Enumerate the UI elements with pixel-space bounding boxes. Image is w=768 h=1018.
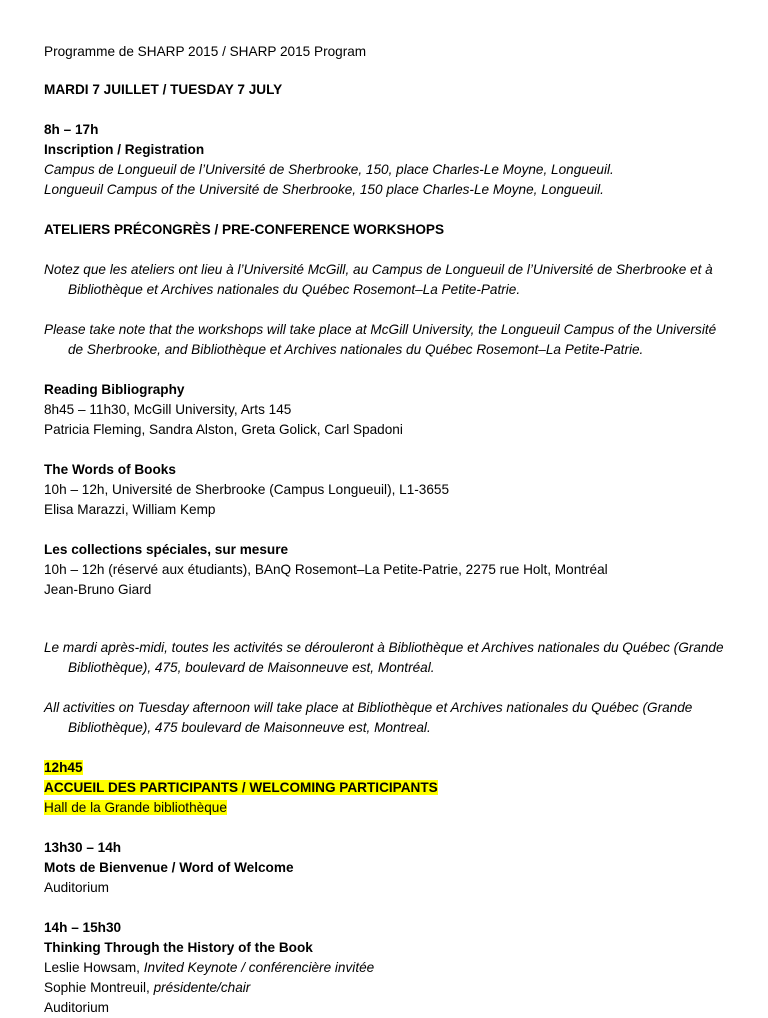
workshop-item bbox=[44, 540, 728, 600]
keynote-time: 14h – 15h30 bbox=[44, 920, 122, 935]
word-of-welcome-location: Auditorium bbox=[44, 880, 109, 895]
keynote-block bbox=[44, 918, 728, 1018]
workshop-details: 10h – 12h, Université de Sherbrooke (Campus Longueuil), L1-3655 bbox=[44, 482, 450, 497]
workshop-title: Les collections spéciales, sur mesure bbox=[44, 542, 289, 557]
afternoon-note-en: All activities on Tuesday afternoon will take place at Bibliothèque et Archives nationales du Québec (Grande Bibliothèque), 475 boulevard de Maisonneuve est, Montreal. bbox=[44, 700, 693, 735]
welcome-location: Hall de la Grande bibliothèque bbox=[44, 800, 227, 815]
registration-block bbox=[44, 120, 728, 200]
workshop-people: Jean-Bruno Giard bbox=[44, 582, 152, 597]
registration-location-en: Longueuil Campus of the Université de Sherbrooke, 150 place Charles-Le Moyne, Longueuil. bbox=[44, 182, 604, 197]
workshop-people: Patricia Fleming, Sandra Alston, Greta Golick, Carl Spadoni bbox=[44, 422, 403, 437]
welcome-block bbox=[44, 758, 728, 818]
welcome-time: 12h45 bbox=[44, 760, 83, 775]
keynote-title: Thinking Through the History of the Book bbox=[44, 940, 313, 955]
keynote-chair: Sophie Montreuil, bbox=[44, 980, 150, 995]
word-of-welcome-block bbox=[44, 838, 728, 898]
keynote-speaker-line bbox=[44, 958, 728, 978]
registration-title: Inscription / Registration bbox=[44, 142, 205, 157]
workshop-title: The Words of Books bbox=[44, 462, 176, 477]
afternoon-note-fr: Le mardi après-midi, toutes les activités se dérouleront à Bibliothèque et Archives nationales du Québec (Grande Bibliothèque), 475, boulevard de Maisonneuve est, Montréal. bbox=[44, 640, 724, 675]
keynote-speaker-role: Invited Keynote / conférencière invitée bbox=[143, 960, 375, 975]
program-title: Programme de SHARP 2015 / SHARP 2015 Program bbox=[44, 44, 367, 59]
workshop-details: 10h – 12h (réservé aux étudiants), BAnQ Rosemont–La Petite-Patrie, 2275 rue Holt, Montréal bbox=[44, 562, 608, 577]
keynote-chair-role: présidente/chair bbox=[153, 980, 251, 995]
registration-time: 8h – 17h bbox=[44, 122, 99, 137]
workshop-people: Elisa Marazzi, William Kemp bbox=[44, 502, 216, 517]
word-of-welcome-time: 13h30 – 14h bbox=[44, 840, 122, 855]
word-of-welcome-title: Mots de Bienvenue / Word of Welcome bbox=[44, 860, 294, 875]
workshop-details: 8h45 – 11h30, McGill University, Arts 145 bbox=[44, 402, 292, 417]
workshops-note-fr: Notez que les ateliers ont lieu à l’Université McGill, au Campus de Longueuil de l’Université de Sherbrooke et à Bibliothèque et Archives nationales du Québec Rosemont–La Petite-Patrie. bbox=[44, 262, 713, 297]
keynote-speaker: Leslie Howsam, bbox=[44, 960, 140, 975]
workshop-item bbox=[44, 380, 728, 440]
keynote-location: Auditorium bbox=[44, 1000, 109, 1015]
workshop-item bbox=[44, 460, 728, 520]
keynote-chair-line bbox=[44, 978, 728, 998]
workshops-note-en: Please take note that the workshops will take place at McGill University, the Longueuil Campus of the Université de Sherbrooke, and Bibliothèque et Archives nationales du Québec Rosemont–La Petite-Patrie. bbox=[44, 322, 717, 357]
workshops-heading: ATELIERS PRÉCONGRÈS / PRE-CONFERENCE WORKSHOPS bbox=[44, 222, 445, 237]
welcome-title: ACCUEIL DES PARTICIPANTS / WELCOMING PARTICIPANTS bbox=[44, 780, 438, 795]
registration-location-fr: Campus de Longueuil de l’Université de Sherbrooke, 150, place Charles-Le Moyne, Longueuil. bbox=[44, 162, 614, 177]
day-heading: MARDI 7 JUILLET / TUESDAY 7 JULY bbox=[44, 82, 283, 97]
workshop-title: Reading Bibliography bbox=[44, 382, 185, 397]
